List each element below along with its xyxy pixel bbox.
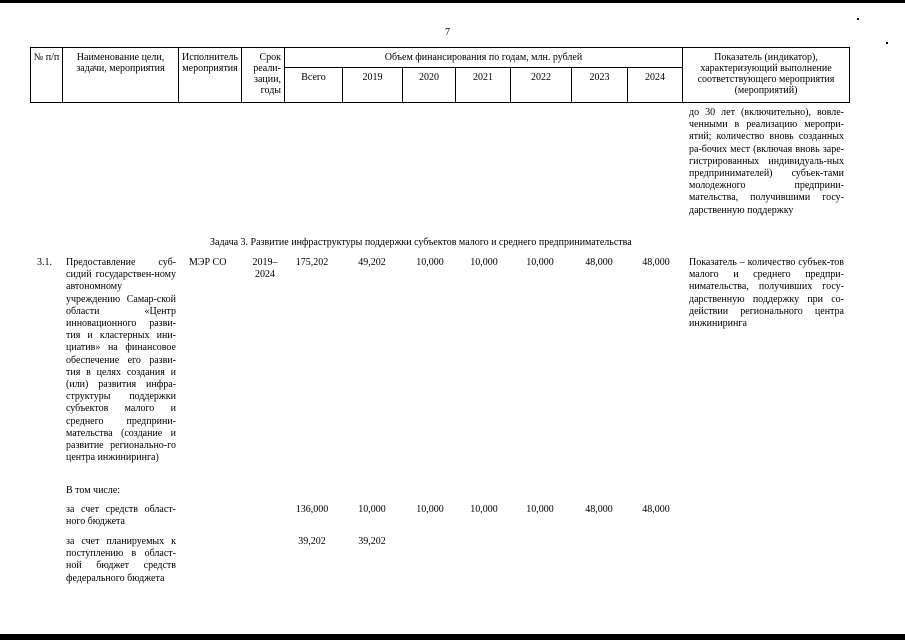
bottom-border bbox=[0, 634, 905, 640]
row-value-2020: 10,000 bbox=[416, 257, 444, 268]
subrow-total: 136,000 bbox=[295, 504, 329, 515]
header-funding: Объем финансирования по годам, млн. рублей bbox=[284, 47, 682, 67]
subrow-value: 48,000 bbox=[642, 504, 670, 515]
row-executor: МЭР СО bbox=[189, 257, 227, 268]
table-header bbox=[30, 47, 850, 103]
subrow-value: 10,000 bbox=[470, 504, 498, 515]
header-executor: Исполнитель мероприятия bbox=[178, 47, 241, 103]
row-term: 2019–2024 bbox=[252, 257, 278, 281]
header-term: Срок реали-зации, годы bbox=[241, 47, 284, 103]
header-year: 2019 bbox=[342, 67, 402, 103]
subrow-value: 39,202 bbox=[358, 536, 386, 547]
task-heading: Задача 3. Развитие инфраструктуры поддержки субъектов малого и среднего предпринимательства bbox=[210, 237, 632, 248]
row-number: 3.1. bbox=[37, 257, 52, 268]
header-year: 2020 bbox=[402, 67, 455, 103]
header-total: Всего bbox=[284, 67, 342, 103]
row-indicator: Показатель – количество субъек-тов малого и среднего предпри-нимательства, получивших госу-дарственную поддержку при со-действии регионального центра инжиниринга bbox=[689, 257, 844, 330]
header-year: 2022 bbox=[510, 67, 571, 103]
subrow-value: 48,000 bbox=[585, 504, 613, 515]
row-value-2023: 48,000 bbox=[585, 257, 613, 268]
subrow-value: 10,000 bbox=[416, 504, 444, 515]
header-year: 2023 bbox=[571, 67, 627, 103]
subrow-name: за счет планируемых к поступлению в област-ной бюджет средств федерального бюджета bbox=[66, 536, 176, 584]
scan-speck bbox=[886, 42, 888, 44]
row-value-2019: 49,202 bbox=[358, 257, 386, 268]
row-value-2022: 10,000 bbox=[526, 257, 554, 268]
subrow-value: 10,000 bbox=[526, 504, 554, 515]
header-indicator: Показатель (индикатор), характеризующий выполнение соответствующего мероприятия (мероприятий) bbox=[682, 47, 850, 103]
page-number: 7 bbox=[445, 27, 450, 38]
row-value-2024: 48,000 bbox=[642, 257, 670, 268]
carryover-indicator-text: до 30 лет (включительно), вовле-ченными в реализацию меропри-ятий; количество вновь созданных ра-бочих мест (включая вновь заре-гистрированных индивидуаль-ных предпринимателей) субъек-тами молодежного предприни-мательства, получившими госу-дарственную поддержку bbox=[689, 107, 844, 216]
subrow-name: за счет средств област-ного бюджета bbox=[66, 504, 176, 528]
row-total: 175,202 bbox=[295, 257, 329, 268]
header-name: Наименование цели, задачи, мероприятия bbox=[62, 47, 178, 103]
scan-speck bbox=[857, 18, 859, 20]
row-name: Предоставление суб-сидий государствен-ному автономному учреждению Самар-ской области «Центр инновационного разви-тия и кластерных ини-циатив» на финансовое обеспечение его разви-тия в целях создания и (или) развития инфра-структуры поддержки субъектов малого и среднего предприни-мательства (создание и развитие регионально-го центра инжиниринга) bbox=[66, 257, 176, 464]
subrow-value: 10,000 bbox=[358, 504, 386, 515]
header-year: 2021 bbox=[455, 67, 510, 103]
header-year: 2024 bbox=[627, 67, 682, 103]
row-value-2021: 10,000 bbox=[470, 257, 498, 268]
including-label: В том числе: bbox=[66, 485, 121, 496]
header-num: № п/п bbox=[30, 47, 62, 103]
top-border bbox=[0, 0, 905, 3]
subrow-total: 39,202 bbox=[298, 536, 326, 547]
